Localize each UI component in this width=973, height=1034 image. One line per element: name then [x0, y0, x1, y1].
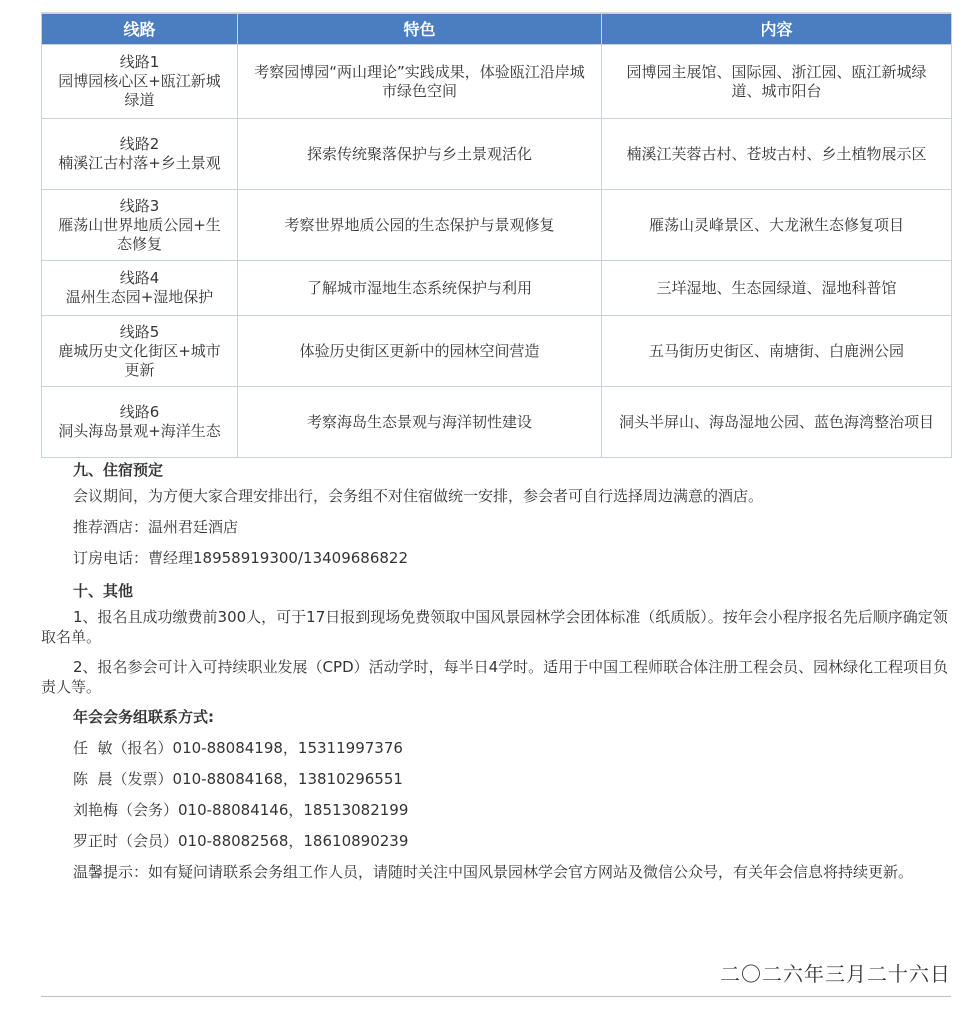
section-title-other: 十、其他	[73, 582, 134, 600]
contacts-title: 年会会务组联系方式:	[73, 708, 214, 726]
contact-line: 陈 晨（发票）010-88084168，13810296551	[73, 770, 403, 788]
route-table	[41, 13, 952, 458]
column-header-route: 线路	[42, 14, 238, 45]
issue-date: 二〇二六年三月二十六日	[720, 962, 951, 986]
column-header-feature: 特色	[238, 14, 602, 45]
bottom-divider	[41, 996, 951, 997]
route-name-cell: 线路2 楠溪江古村落+乡土景观	[42, 119, 238, 190]
route-feature-cell: 考察世界地质公园的生态保护与景观修复	[238, 190, 602, 261]
route-name-cell: 线路3 雁荡山世界地质公园+生态修复	[42, 190, 238, 261]
route-feature-cell: 探索传统聚落保护与乡土景观活化	[238, 119, 602, 190]
document-page	[41, 0, 951, 986]
route-feature-cell: 考察海岛生态景观与海洋韧性建设	[238, 387, 602, 458]
route-content-cell: 楠溪江芙蓉古村、苍坡古村、乡土植物展示区	[602, 119, 952, 190]
lodging-intro: 会议期间，为方便大家合理安排出行，会务组不对住宿做统一安排，参会者可自行选择周边满意的酒店。	[73, 487, 764, 505]
table-row	[42, 387, 952, 458]
route-content-cell: 雁荡山灵峰景区、大龙湫生态修复项目	[602, 190, 952, 261]
route-content-cell: 五马街历史街区、南塘街、白鹿洲公园	[602, 316, 952, 387]
reminder-text: 温馨提示：如有疑问请联系会务组工作人员，请随时关注中国风景园林学会官方网站及微信公众号，有关年会信息将持续更新。	[73, 863, 914, 881]
top-divider	[41, 0, 951, 13]
recommended-hotel: 推荐酒店：温州君廷酒店	[73, 518, 239, 536]
route-content-cell: 园博园主展馆、国际园、浙江园、瓯江新城绿道、城市阳台	[602, 45, 952, 119]
section-title-lodging: 九、住宿预定	[73, 461, 164, 479]
route-feature-cell: 体验历史街区更新中的园林空间营造	[238, 316, 602, 387]
route-content-cell: 三垟湿地、生态园绿道、湿地科普馆	[602, 261, 952, 316]
table-row	[42, 45, 952, 119]
column-header-content: 内容	[602, 14, 952, 45]
contact-line: 刘艳梅（会务）010-88084146，18513082199	[73, 801, 409, 819]
contact-line: 罗正时（会员）010-88082568，18610890239	[73, 832, 409, 850]
table-row	[42, 119, 952, 190]
route-feature-cell: 考察园博园“两山理论”实践成果，体验瓯江沿岸城市绿色空间	[238, 45, 602, 119]
other-item-2: 2、报名参会可计入可持续职业发展（CPD）活动学时，每半日4学时。适用于中国工程师联合体注册工程会员、园林绿化工程项目负责人等。	[41, 658, 949, 696]
route-feature-cell: 了解城市湿地生态系统保护与利用	[238, 261, 602, 316]
route-name-cell: 线路6 洞头海岛景观+海洋生态	[42, 387, 238, 458]
table-row	[42, 190, 952, 261]
other-item-1: 1、报名且成功缴费前300人，可于17日报到现场免费领取中国风景园林学会团体标准（纸质版）。按年会小程序报名先后顺序确定领取名单。	[41, 608, 948, 646]
route-content-cell: 洞头半屏山、海岛湿地公园、蓝色海湾整治项目	[602, 387, 952, 458]
table-row	[42, 261, 952, 316]
table-row	[42, 316, 952, 387]
route-name-cell: 线路1 园博园核心区+瓯江新城绿道	[42, 45, 238, 119]
table-header-row	[42, 14, 952, 45]
notice-body	[41, 460, 951, 882]
contact-line: 任 敏（报名）010-88084198，15311997376	[73, 739, 403, 757]
route-name-cell: 线路5 鹿城历史文化街区+城市更新	[42, 316, 238, 387]
route-name-cell: 线路4 温州生态园+湿地保护	[42, 261, 238, 316]
booking-phone: 订房电话：曹经理18958919300/13409686822	[73, 549, 409, 567]
